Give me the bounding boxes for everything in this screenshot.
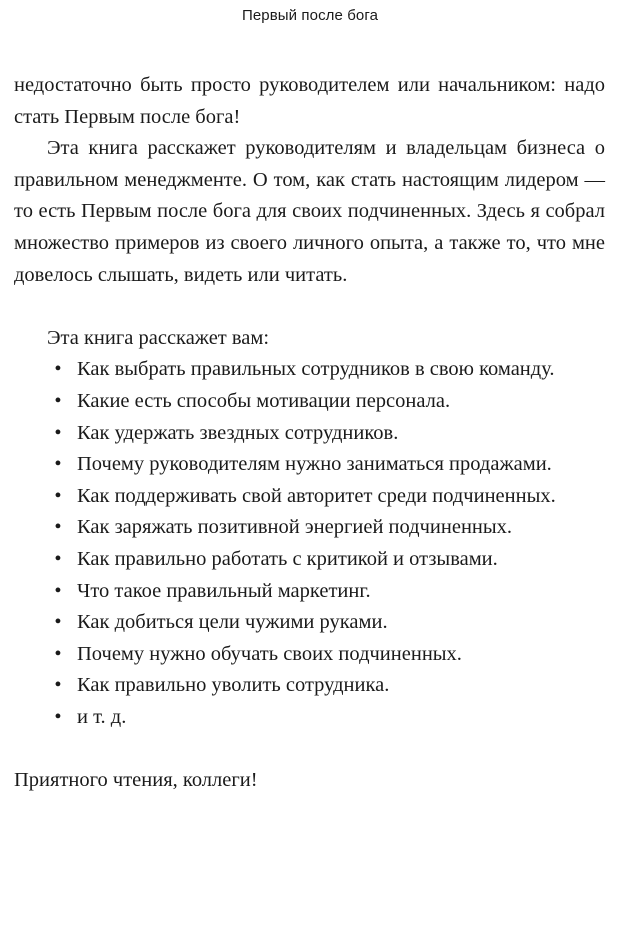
list-item-text: Как поддерживать свой авторитет среди подчиненных.	[77, 484, 556, 507]
list-item	[14, 354, 605, 386]
intro-paragraph-continuation: недостаточно быть просто руководителем или начальником: надо стать Первым после бога!	[14, 74, 605, 128]
bullet-icon: •	[54, 642, 62, 665]
list-item	[14, 544, 605, 576]
list-item	[14, 576, 605, 608]
bullet-icon: •	[54, 421, 62, 444]
list-item	[14, 670, 605, 702]
list-item-text: Какие есть способы мотивации персонала.	[77, 389, 451, 412]
list-item-text: Как удержать звездных сотрудников.	[77, 421, 399, 444]
list-item	[14, 512, 605, 544]
bullet-icon: •	[54, 484, 62, 507]
list-item-text: Как правильно работать с критикой и отзывами.	[77, 547, 498, 570]
list-item	[14, 418, 605, 450]
bullet-icon: •	[54, 389, 62, 412]
list-item	[14, 481, 605, 513]
closing-line: Приятного чтения, коллеги!	[14, 769, 258, 792]
bullet-icon: •	[54, 516, 62, 539]
running-header: Первый после бога	[241, 7, 379, 24]
list-item-text: Почему нужно обучать своих подчиненных.	[77, 642, 462, 665]
page-body	[14, 70, 605, 797]
list-item-text: Как правильно уволить сотрудника.	[77, 674, 390, 697]
list-item	[14, 639, 605, 671]
bullet-icon: •	[54, 358, 62, 381]
list-item-text: Как заряжать позитивной энергией подчиненных.	[77, 516, 513, 539]
list-item-text: Что такое правильный маркетинг.	[77, 579, 371, 602]
list-item-text: Почему руководителям нужно заниматься продажами.	[77, 453, 552, 476]
bullet-icon: •	[54, 453, 62, 476]
bullet-icon: •	[54, 547, 62, 570]
bullet-icon: •	[54, 611, 62, 634]
list-item-text: и т. д.	[77, 705, 127, 728]
bullet-icon: •	[54, 674, 62, 697]
list-item	[14, 607, 605, 639]
intro-paragraph-main: Эта книга расскажет руководителям и владельцам бизнеса о правильном менеджменте. О том, как стать настоящим лидером — то есть Первым после бога для своих подчиненных. Здесь я собрал множество примеров из своего личного опыта, а также то, что мне довелось слышать, видеть или читать.	[14, 137, 605, 286]
list-item-text: Как выбрать правильных сотрудников в свою команду.	[77, 358, 555, 381]
bullet-icon: •	[54, 705, 62, 728]
list-item	[14, 702, 605, 734]
topics-list	[14, 354, 605, 733]
list-intro: Эта книга расскажет вам:	[47, 326, 270, 349]
list-item	[14, 449, 605, 481]
bullet-icon: •	[54, 579, 62, 602]
list-item	[14, 386, 605, 418]
list-item-text: Как добиться цели чужими руками.	[77, 611, 388, 634]
